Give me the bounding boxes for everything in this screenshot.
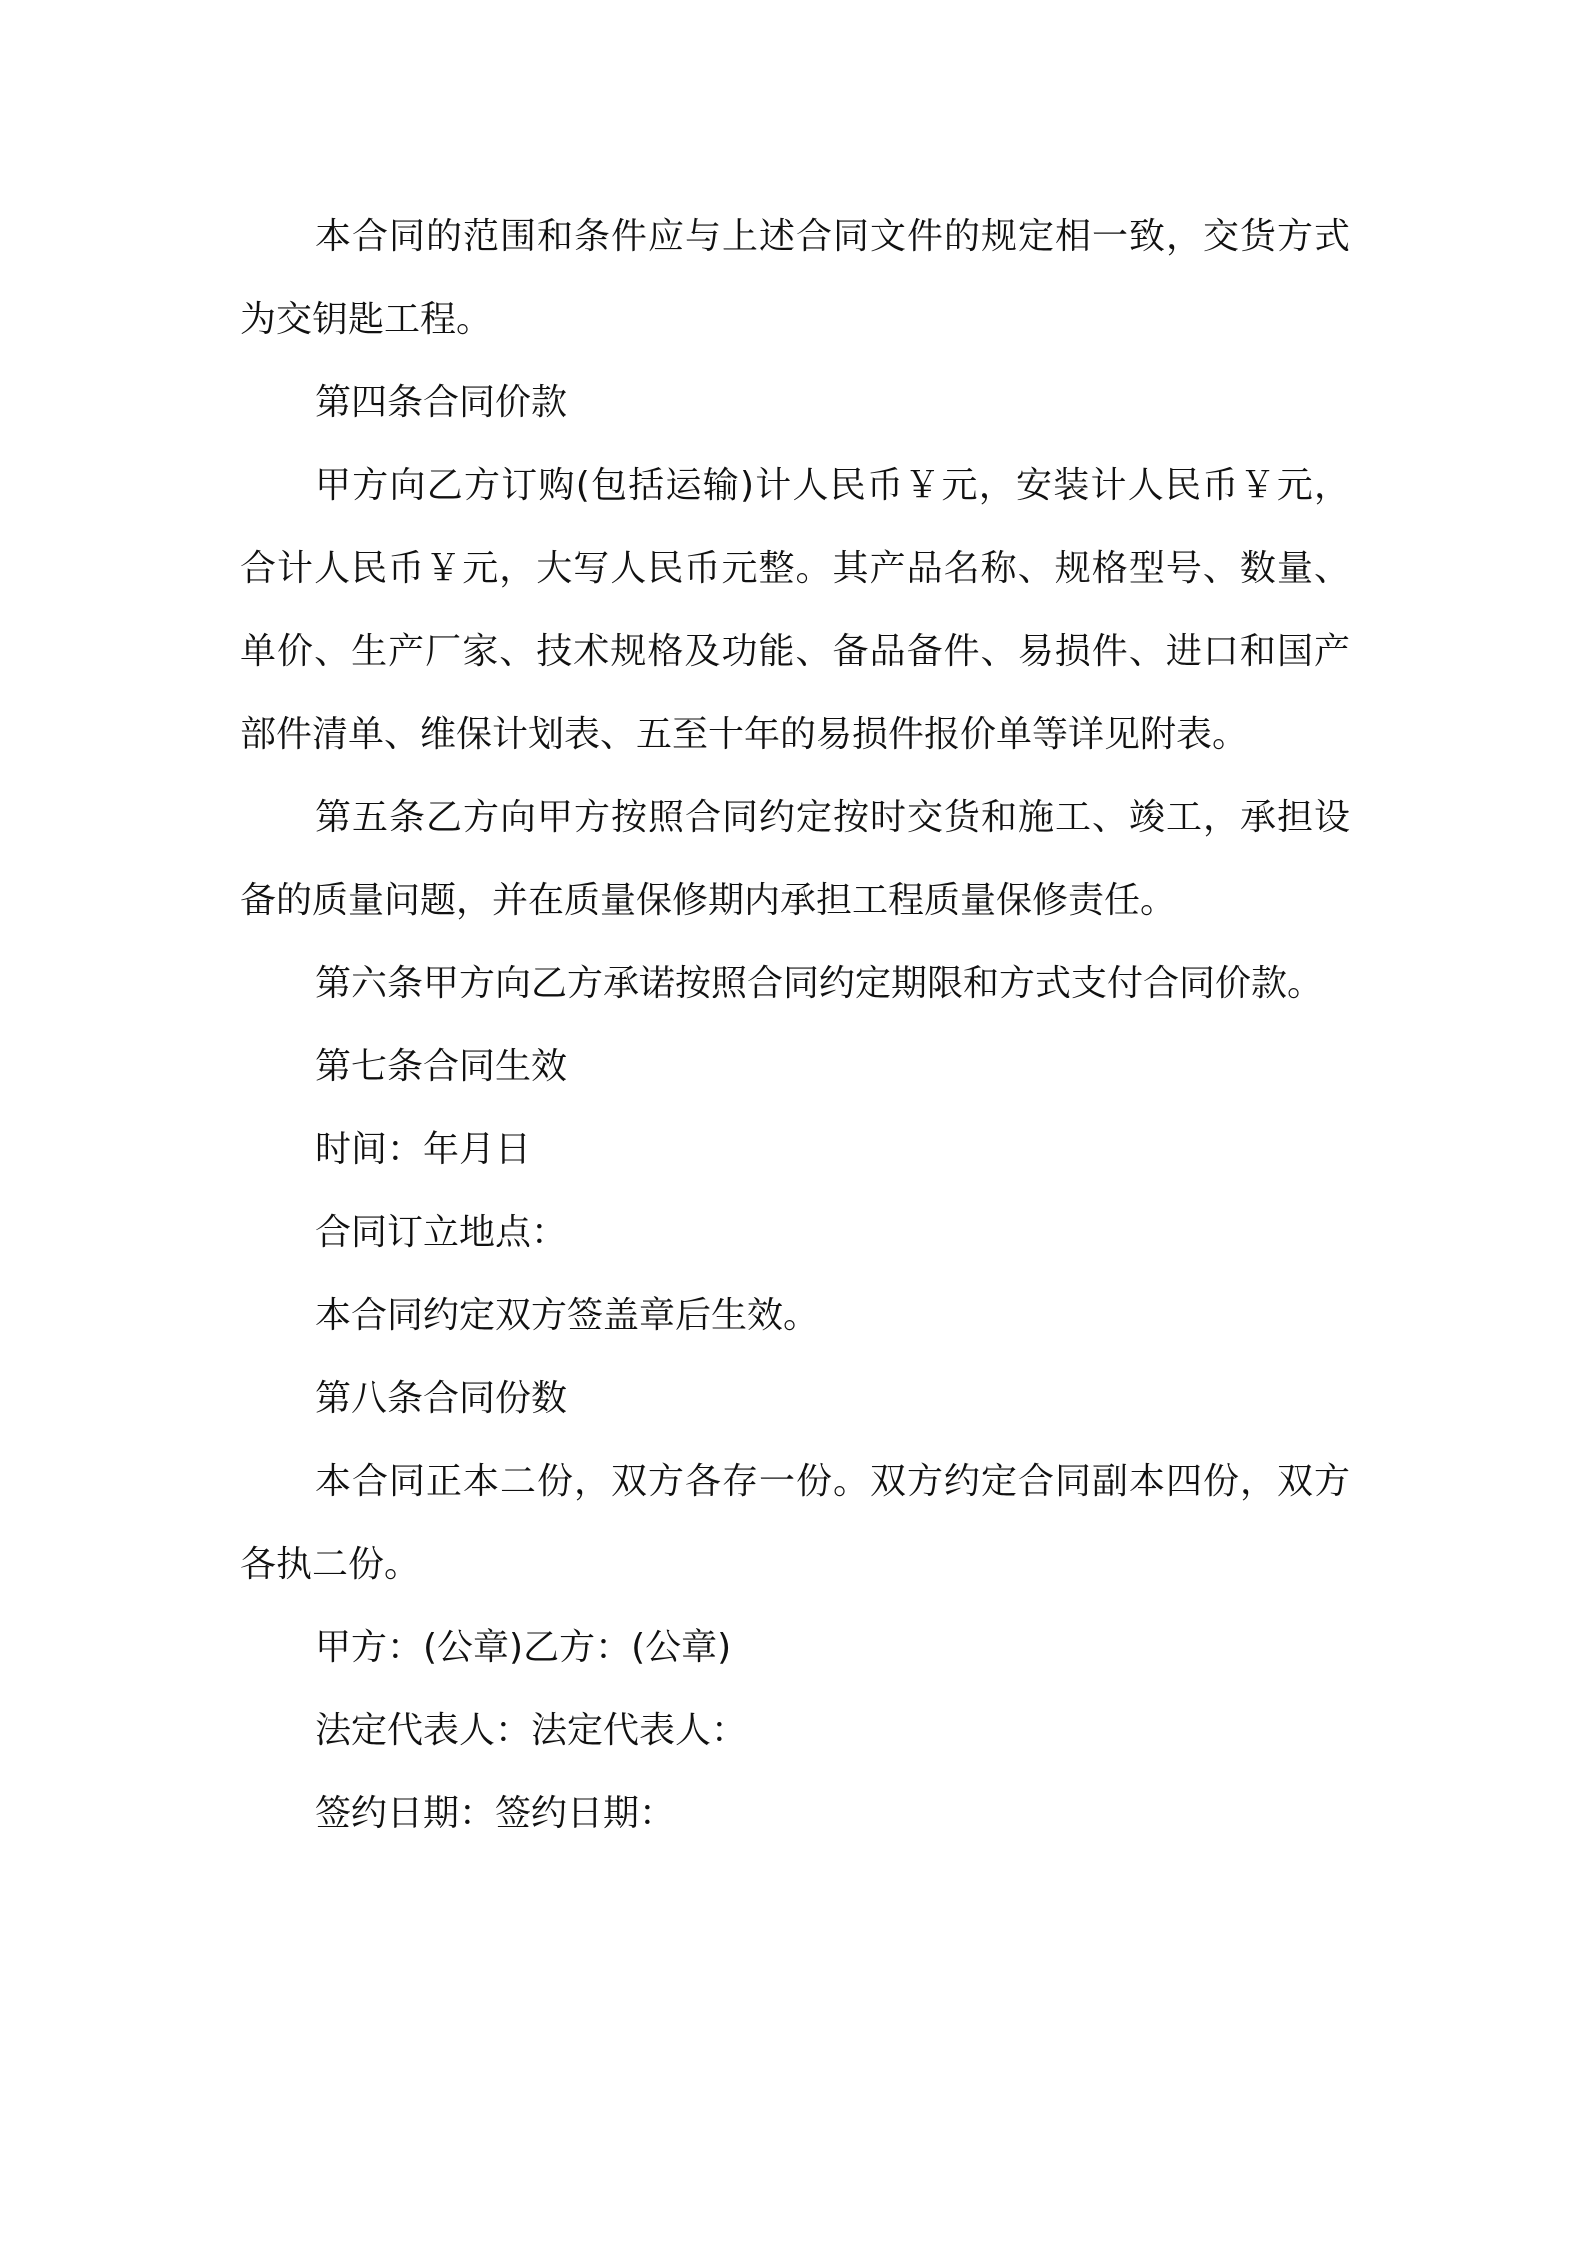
paragraph-contract-price: 甲方向乙方订购(包括运输)计人民币￥元，安装计人民币￥元，合计人民币￥元，大写人民币元整。其产品名称、规格型号、数量、单价、生产厂家、技术规格及功能、备品备件、易损件、进口和国产部件清单、维保计划表、五至十年的易损件报价单等详见附表。 — [240, 465, 1350, 755]
paragraph-copies: 本合同正本二份，双方各存一份。双方约定合同副本四份，双方各执二份。 — [240, 1461, 1350, 1585]
heading-article-8: 第八条合同份数 — [315, 1378, 568, 1419]
document-body — [240, 195, 1350, 1855]
paragraph-scope-delivery: 本合同的范围和条件应与上述合同文件的规定相一致，交货方式为交钥匙工程。 — [240, 216, 1350, 340]
paragraph-effective: 本合同约定双方签盖章后生效。 — [315, 1295, 820, 1336]
heading-article-7: 第七条合同生效 — [315, 1046, 568, 1087]
field-legal-representatives: 法定代表人：法定代表人： — [315, 1710, 748, 1751]
heading-article-4: 第四条合同价款 — [315, 382, 568, 423]
field-signing-place: 合同订立地点： — [315, 1212, 568, 1253]
field-time: 时间：年月日 — [315, 1129, 532, 1170]
paragraph-article-6: 第六条甲方向乙方承诺按照合同约定期限和方式支付合同价款。 — [315, 963, 1324, 1004]
field-signing-dates: 签约日期：签约日期： — [315, 1793, 676, 1834]
field-party-seals: 甲方：(公章)乙方：(公章) — [315, 1627, 732, 1668]
paragraph-article-5: 第五条乙方向甲方按照合同约定按时交货和施工、竣工，承担设备的质量问题，并在质量保修期内承担工程质量保修责任。 — [240, 797, 1350, 921]
